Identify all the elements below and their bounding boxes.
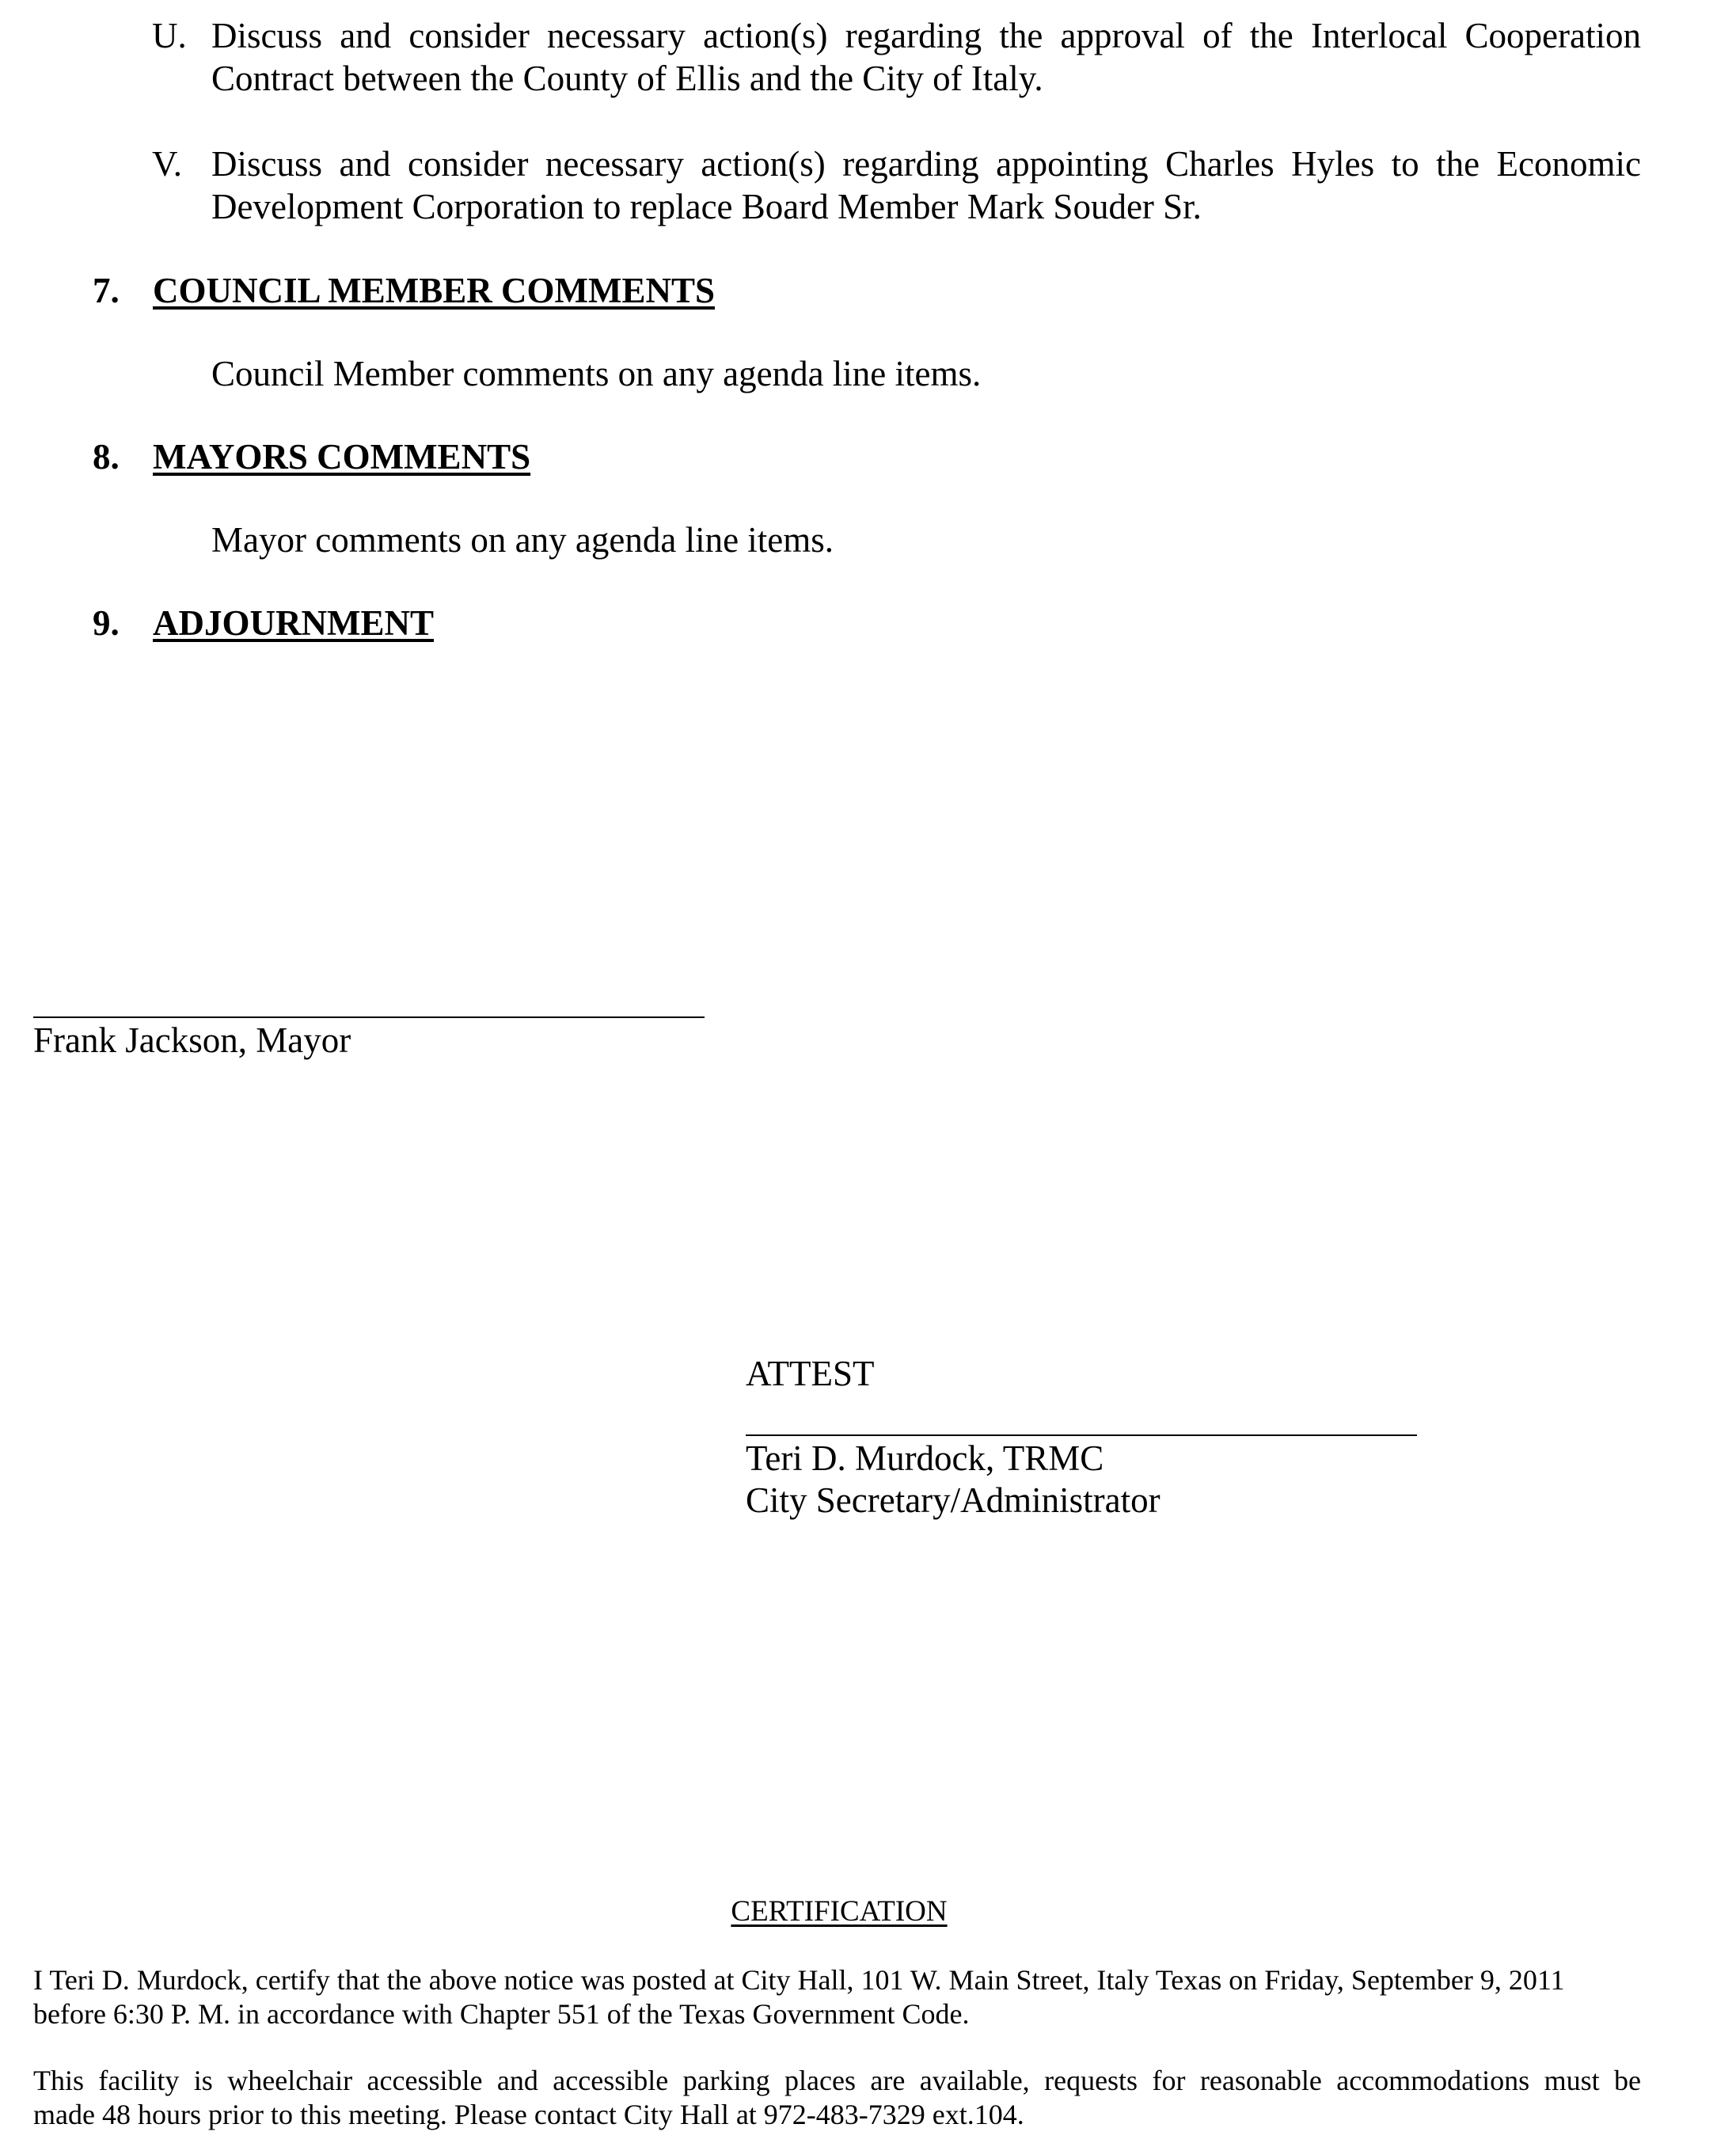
certification-line: I Teri D. Murdock, certify that the above notice was posted at City Hall, 101 W. Main Street, Italy Texas on Friday, September 9, 2011 xyxy=(33,1964,1565,1996)
agenda-item-letter: U. xyxy=(152,16,187,55)
section-heading-mayors-comments: MAYORS COMMENTS xyxy=(153,437,531,477)
accessibility-line: made 48 hours prior to this meeting. Please contact City Hall at 972-483-7329 ext.104. xyxy=(33,2099,1024,2130)
attest-label: ATTEST xyxy=(746,1354,875,1393)
agenda-item-line: Development Corporation to replace Board Member Mark Souder Sr. xyxy=(211,187,1202,226)
agenda-item-line: Discuss and consider necessary action(s) regarding the approval of the Interlocal Cooperation xyxy=(211,16,1641,55)
mayor-name: Frank Jackson, Mayor xyxy=(33,1020,351,1060)
mayor-signature-line xyxy=(33,1016,705,1018)
section-number: 8. xyxy=(93,437,120,477)
accessibility-notice xyxy=(33,2064,1641,2132)
section-heading-adjournment: ADJOURNMENT xyxy=(153,603,434,643)
certification-title: CERTIFICATION xyxy=(731,1895,948,1928)
agenda-item-letter: V. xyxy=(152,144,182,184)
section-body: Council Member comments on any agenda line items. xyxy=(211,354,982,393)
agenda-item-u-text xyxy=(211,14,1641,100)
section-heading-council-member-comments: COUNCIL MEMBER COMMENTS xyxy=(153,271,716,310)
agenda-item-line: Discuss and consider necessary action(s) regarding appointing Charles Hyles to the Economic xyxy=(211,144,1641,184)
certification-statement xyxy=(33,1963,1672,2031)
secretary-signature-line xyxy=(746,1434,1417,1436)
agenda-item-v-text xyxy=(211,142,1641,228)
agenda-item-line: Contract between the County of Ellis and the City of Italy. xyxy=(211,59,1043,98)
accessibility-line: This facility is wheelchair accessible and accessible parking places are available, requests for reasonable accommodations must be xyxy=(33,2065,1641,2096)
section-body: Mayor comments on any agenda line items. xyxy=(211,520,834,560)
certification-line: before 6:30 P. M. in accordance with Chapter 551 of the Texas Government Code. xyxy=(33,1998,970,2030)
section-number: 9. xyxy=(93,603,120,643)
secretary-title: City Secretary/Administrator xyxy=(746,1480,1160,1520)
section-number: 7. xyxy=(93,271,120,310)
secretary-name: Teri D. Murdock, TRMC xyxy=(746,1438,1104,1478)
